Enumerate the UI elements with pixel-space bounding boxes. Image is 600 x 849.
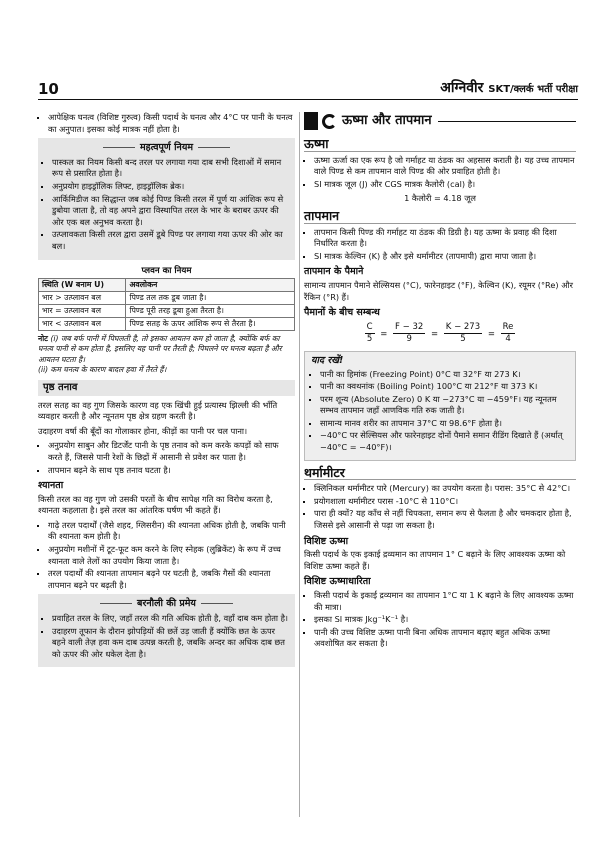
book-title: अग्निवीर [440, 80, 484, 96]
rule-item: ▪ आर्किमिडीज का सिद्धान्त जब कोई पिण्ड किसी तरल में पूर्ण या आंशिक रूप से डुबोया जाता है, तो वह अपने द्वारा विस्थापित तरल के भार के बराबर ऊपर की ओर एक बल अनुभव करता है। [52, 194, 289, 229]
chapter-icon [322, 114, 337, 129]
fraction-kelvin: $\frac{K - 273}{5}$ [445, 321, 481, 345]
list-item: ▪ पारा ही क्यों? यह काँच से नहीं चिपकता, समान रूप से फैलता है और चमकदार होता है, जिससे इसे आसानी से पढ़ा जा सकता है। [314, 508, 576, 531]
bernoulli-box [38, 594, 295, 667]
rule-item: ▪ पास्कल का नियम किसी बन्द तरल पर लगाया गया दाब सभी दिशाओं में समान रूप से प्रसारित होता है। [52, 157, 289, 180]
rule-item: ▪ उत्प्लावकता किसी तरल द्वारा उसमें डूबे पिण्ड पर लगाया गया ऊपर की ओर का बल। [52, 229, 289, 252]
list-item: ▪ प्रवाहित तरल के लिए, जहाँ तरल की गति अधिक होती है, वहाँ दाब कम होता है। [52, 613, 289, 625]
heat-heading: ऊष्मा [304, 138, 576, 152]
page-number: 10 [38, 80, 59, 98]
surface-tension-definition: तरल सतह का वह गुण जिसके कारण वह एक खिंची हुई प्रत्यास्थ झिल्ली की भाँति व्यवहार करती है और न्यूनतम पृष्ठ क्षेत्र ग्रहण करती है। [38, 399, 278, 422]
list-item: ▪ तरल पदार्थों की श्यानता तापमान बढ़ने पर घटती है, जबकि गैसों की श्यानता तापमान बढ़ने पर बढ़ती है। [48, 568, 295, 591]
list-item: ▪ परम शून्य (Absolute Zero) 0 K या −273°C या −459°F। यह न्यूनतम सम्भव तापमान जहाँ आणविक गति रुक जाती है। [320, 394, 569, 417]
list-item: ▪ पानी का क्वथनांक (Boiling Point) 100°C या 212°F या 373 K। [320, 381, 569, 393]
list-item: ▪ क्लिनिकल थर्मामीटर पारे (Mercury) का उपयोग करता है। परास: 35°C से 42°C। [314, 483, 576, 495]
list-item: ▪ अनुप्रयोग मशीनों में टूट-फूट कम करने के लिए स्नेहक (लुब्रिकेंट) के रूप में उच्च श्यानता वाले तेलों का उपयोग किया जाता है। [48, 544, 295, 567]
fraction-fahrenheit: $\frac{F - 32}{9}$ [395, 321, 424, 345]
list-item: ▪ गाढ़े तरल पदार्थों (जैसे शहद, ग्लिसरीन) की श्यानता अधिक होती है, जबकि पानी की श्यानता कम होती है। [48, 520, 295, 543]
list-item: ▪ SI मात्रक केल्विन (K) है और इसे थर्मामीटर (तापमापी) द्वारा मापा जाता है। [314, 251, 576, 263]
note-text-1: (i) जब बर्फ पानी में पिघलती है, तो इसका आयतन कम हो जाता है, क्योंकि बर्फ का घनत्व पानी से कम होता है, इसलिए यह पानी पर तैरती है; पिघलने पर घनत्व बढ़ता है और आयतन घटता है। [38, 334, 282, 364]
viscosity-heading: श्यानता [38, 480, 64, 492]
list-item: ▪ प्रयोगशाला थर्मामीटर परास -10°C से 110°C। [314, 496, 576, 508]
viscosity-list [38, 520, 295, 592]
remember-title: याद रखें! [311, 354, 344, 366]
header-rule [38, 99, 578, 100]
note-label: नोट [38, 334, 49, 344]
list-item: ▪ ऊष्मा ऊर्जा का एक रूप है जो गर्माहट या ठंडक का अहसास कराती है। यह उच्च तापमान वाले पिण्ड से कम तापमान वाले पिण्ड की ओर प्रवाहित होती है। [314, 155, 576, 178]
specific-heat-capacity-list [304, 590, 576, 650]
chapter-heading [304, 112, 576, 130]
scales-text: सामान्य तापमान पैमाने सेल्सियस (°C), फारेनहाइट (°F), केल्विन (K), रयूमर (°Re) और रैंकिन (°R) हैं। [304, 279, 573, 302]
chapter-title: ऊष्मा और तापमान [342, 113, 432, 129]
list-item: ▪ अनुप्रयोग साबुन और डिटर्जेंट पानी के पृष्ठ तनाव को कम करके कपड़ों को साफ करते हैं, जिससे पानी रेशों के छिद्रों में आसानी से प्रवेश कर पाता है। [48, 440, 295, 463]
table-cell: पिण्ड पूरी तरह डूबा हुआ तैरता है। [126, 305, 295, 318]
thermometer-heading: थर्मामीटर [304, 467, 576, 481]
left-column [38, 112, 295, 673]
list-item: ▪ पानी की उच्च विशिष्ट ऊष्मा पानी बिना अधिक तापमान बढ़ाए बहुत अधिक ऊष्मा अवशोषित कर सकता है। [314, 627, 576, 650]
specific-heat-heading: विशिष्ट ऊष्मा [304, 535, 349, 547]
intro-text: ▪ आपेक्षिक घनत्व (विशिष्ट गुरुत्व) किसी पदार्थ के घनत्व और 4°C पर पानी के घनत्व का अनुपात। इसका कोई मात्रक नहीं होता है। [48, 112, 295, 135]
scales-heading: तापमान के पैमाने [304, 266, 364, 278]
temperature-list [304, 227, 576, 263]
bernoulli-list [44, 613, 289, 660]
list-item: ▪ किसी पदार्थ के इकाई द्रव्यमान का तापमान 1°C या 1 K बढ़ाने के लिए आवश्यक ऊष्मा की मात्रा। [314, 590, 576, 613]
calorie-formula: 1 कैलोरी = 4.18 जूल [404, 193, 476, 204]
table-header: अवलोकन [126, 279, 295, 292]
table-cell: पिण्ड तल तक डूब जाता है। [126, 292, 295, 305]
temperature-heading: तापमान [304, 210, 576, 224]
list-item: ▪ सामान्य मानव शरीर का तापमान 37°C या 98.6°F होता है। [320, 418, 569, 430]
list-item: ▪ उदाहरण तूफान के दौरान झोपड़ियों की छतें उड़ जाती हैं क्योंकि छत के ऊपर बहने वाली तेज़ हवा कम दाब उत्पन्न करती है, जबकि अन्दर का अधिक दाब छत को ऊपर की ओर धकेल देता है। [52, 626, 289, 661]
surface-tension-example: उदाहरण वर्षा की बूँदों का गोलाकार होना, कीड़ों का पानी पर चल पाना। [38, 425, 248, 436]
surface-tension-heading: पृष्ठ तनाव [38, 380, 295, 396]
specific-heat-capacity-heading: विशिष्ट ऊष्माधारिता [304, 576, 371, 588]
fraction-celsius: $\frac{C}{5}$ [366, 321, 373, 345]
table-row [39, 305, 295, 318]
note-text-2: (ii) कम घनत्व के कारण बादल हवा में तैरते हैं। [38, 364, 167, 374]
fraction-reaumur: $\frac{Re}{4}$ [502, 321, 514, 345]
list-item: ▪ SI मात्रक जूल (J) और CGS मात्रक कैलोरी (cal) है। [314, 179, 576, 191]
list-item: ▪ −40°C पर सेल्सियस और फारेनहाइट दोनों पैमाने समान रीडिंग दिखाते हैं (अर्थात् −40°C = −40°F)। [320, 430, 569, 453]
list-item: ▪ तापमान किसी पिण्ड की गर्माहट या ठंडक की डिग्री है। यह ऊष्मा के प्रवाह की दिशा निर्धारित करता है। [314, 227, 576, 250]
list-item: ▪ पानी का हिमांक (Freezing Point) 0°C या 32°F या 273 K। [320, 369, 569, 381]
rules-title: महत्वपूर्ण नियम [44, 142, 289, 154]
table-cell: पिण्ड सतह के ऊपर आंशिक रूप से तैरता है। [126, 318, 295, 331]
chapter-rule [438, 121, 576, 122]
remember-box [304, 351, 576, 461]
rule-item: ▪ अनुप्रयोग हाइड्रॉलिक लिफ्ट, हाइड्रॉलिक ब्रेक। [52, 181, 289, 193]
table-cell: भार < उत्प्लावन बल [39, 318, 126, 331]
viscosity-definition: किसी तरल का वह गुण जो उसकी परतों के बीच सापेक्ष गति का विरोध करता है, श्यानता कहलाता है। इसे तरल का आंतरिक घर्षण भी कहते हैं। [38, 493, 273, 516]
table-header-row [39, 279, 295, 292]
list-item: ▪ इसका SI मात्रक Jkg⁻¹K⁻¹ है। [314, 614, 576, 626]
remember-list [311, 369, 569, 454]
right-column [304, 112, 576, 653]
important-rules-box [38, 138, 295, 259]
scales-relation-heading: पैमानों के बीच सम्बन्ध [304, 307, 380, 319]
flotation-table [38, 278, 295, 331]
book-subtitle: SKT/क्लर्क भर्ती परीक्षा [488, 84, 578, 95]
table-row [39, 318, 295, 331]
note-block [38, 334, 295, 375]
scale-conversion-formula [304, 322, 576, 346]
heat-list [304, 155, 576, 191]
table-row [39, 292, 295, 305]
specific-heat-text: किसी पदार्थ के एक इकाई द्रव्यमान का तापमान 1° C बढ़ाने के लिए आवश्यक ऊष्मा को विशिष्ट ऊष्मा कहते हैं। [304, 549, 566, 571]
running-head [440, 78, 578, 97]
table-header: स्थिति (W बनाम U) [39, 279, 126, 292]
equals-sign: = [487, 329, 495, 340]
surface-tension-list [38, 440, 295, 476]
intro-list [38, 112, 295, 135]
flotation-table-title: प्लवन का नियम [141, 265, 192, 276]
rules-list [44, 157, 289, 253]
equals-sign: = [380, 329, 388, 340]
bernoulli-title: बरनौली की प्रमेय [44, 598, 289, 610]
table-cell: भार > उत्प्लावन बल [39, 292, 126, 305]
chapter-marker [304, 112, 318, 130]
column-divider [299, 112, 300, 817]
equals-sign: = [430, 329, 439, 340]
list-item: ▪ तापमान बढ़ने के साथ पृष्ठ तनाव घटता है। [48, 465, 295, 477]
thermometer-list [304, 483, 576, 531]
table-cell: भार = उत्प्लावन बल [39, 305, 126, 318]
